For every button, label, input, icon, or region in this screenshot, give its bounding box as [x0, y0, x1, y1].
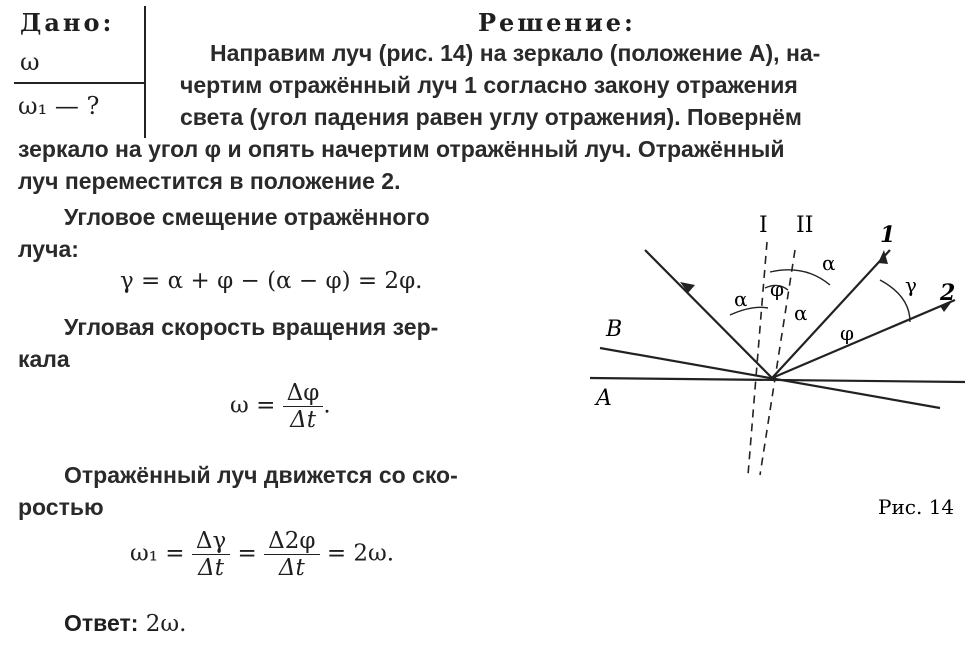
label-alpha-2: α [822, 251, 836, 275]
omega1-fraction-1-numerator: Δγ [192, 528, 230, 555]
gamma-formula: γ = α + φ − (α − φ) = 2φ. [120, 268, 423, 294]
omega-formula [230, 380, 331, 433]
given-vertical-rule [144, 6, 146, 138]
omega1-formula-lhs: ω₁ = [130, 540, 185, 567]
omega1-formula-eq: = [237, 540, 257, 567]
label-gamma: γ [905, 273, 917, 297]
omega-fraction-denominator: Δt [290, 407, 316, 433]
label-normal-ii: II [796, 213, 814, 238]
label-alpha-3: α [794, 301, 808, 325]
given-omega: ω [20, 48, 40, 76]
label-normal-i: I [759, 213, 768, 238]
answer [64, 610, 186, 637]
omega-fraction [283, 380, 324, 433]
intro-line-5: луч переместится в положение 2. [18, 168, 401, 194]
angular-shift-line-1: Угловое смещение отражённого [64, 204, 430, 230]
figure-caption: Рис. 14 [878, 495, 955, 519]
solution-title: Решение: [478, 8, 636, 37]
answer-label: Ответ: [64, 610, 139, 636]
label-phi-2: φ [840, 321, 855, 345]
omega1-formula-rhs: = 2ω. [326, 540, 395, 567]
omega1-fraction-1-denominator: Δt [198, 555, 224, 581]
label-mirror-a: A [596, 386, 612, 411]
intro-line-3: света (угол падения равен углу отражения). Повернём [180, 104, 802, 130]
angular-shift-line-2: луча: [18, 236, 79, 262]
given-divider [14, 82, 144, 84]
ray-speed-line-2: ростью [18, 494, 104, 520]
omega1-fraction-1 [192, 528, 230, 581]
label-ray-2: 2 [940, 280, 956, 306]
answer-value: 2ω. [145, 611, 187, 637]
omega-formula-lhs: ω = [230, 392, 276, 419]
omega-formula-end: . [323, 392, 331, 419]
omega-fraction-numerator: Δφ [283, 380, 324, 407]
label-alpha-1: α [734, 287, 748, 311]
label-phi-1: φ [770, 277, 785, 301]
given-find: ω₁ — ? [18, 92, 100, 120]
label-mirror-b: B [606, 317, 623, 342]
intro-line-1: Направим луч (рис. 14) на зеркало (положение A), на- [210, 40, 821, 66]
intro-line-2: чертим отражённый луч 1 согласно закону отражения [180, 72, 798, 98]
intro-line-4: зеркало на угол φ и опять начертим отражённый луч. Отражённый [18, 136, 785, 162]
omega1-fraction-2-denominator: Δt [278, 555, 305, 581]
mirror-speed-line-1: Угловая скорость вращения зер- [64, 314, 439, 340]
omega1-fraction-2-numerator: Δ2φ [264, 528, 319, 555]
given-title: Дано: [20, 8, 115, 37]
label-ray-1: 1 [880, 222, 896, 248]
omega1-formula [130, 528, 394, 581]
ray-speed-line-1: Отражённый луч движется со ско- [64, 462, 458, 488]
ray-1-arrow [878, 250, 888, 264]
omega1-fraction-2 [264, 528, 319, 581]
mirror-speed-line-2: кала [18, 346, 70, 372]
reflection-diagram [560, 200, 970, 530]
normal-i [748, 242, 767, 475]
